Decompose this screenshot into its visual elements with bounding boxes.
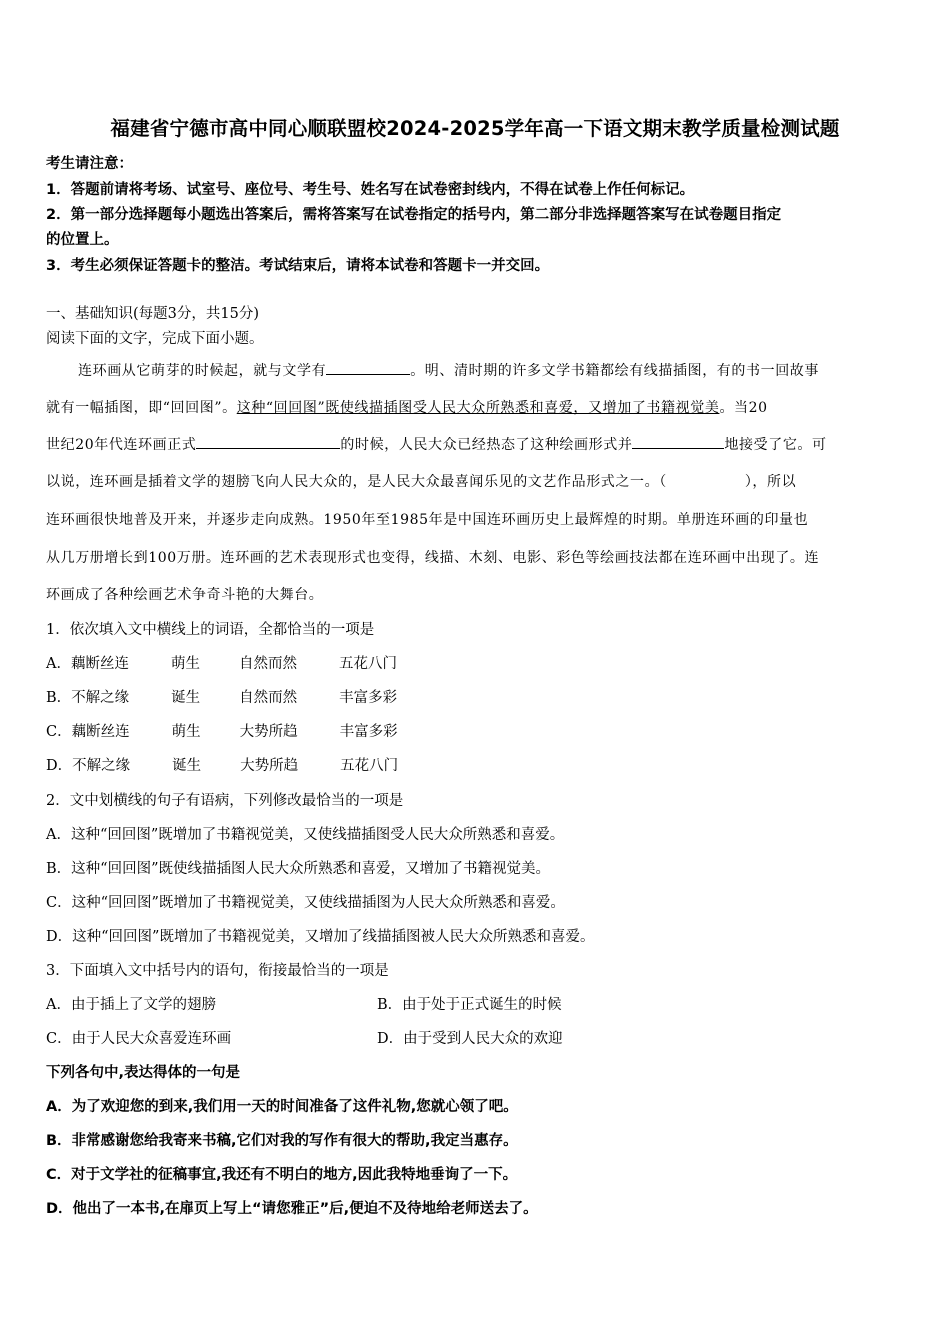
option-row: A．藕断丝连 萌生 自然而然 五花八门 xyxy=(46,656,397,672)
notice-item: 的位置上。 xyxy=(46,232,119,248)
option-row: B．这种“回回图”既使线描插图人民大众所熟悉和喜爱，又增加了书籍视觉美。 xyxy=(46,861,550,877)
underlined-sentence: 这种“回回图”既使线描插图受人民大众所熟悉和喜爱，又增加了书籍视觉美 xyxy=(236,400,720,416)
option-item: B．由于处于正式诞生的时候 xyxy=(377,997,562,1013)
question-stem: 下列各句中,表达得体的一句是 xyxy=(46,1065,241,1081)
option-item: A．由于插上了文学的翅膀 xyxy=(46,997,216,1013)
option-row: B．不解之缘 诞生 自然而然 丰富多彩 xyxy=(46,690,398,706)
notice-header: 考生请注意： xyxy=(46,156,133,172)
option-row: B．非常感谢您给我寄来书稿,它们对我的写作有很大的帮助,我定当惠存。 xyxy=(46,1133,518,1149)
notice-item: 2．第一部分选择题每小题选出答案后，需将答案写在试卷指定的括号内，第二部分非选择题答案写在试卷题目指定 xyxy=(46,207,782,223)
notice-item: 1．答题前请将考场、试室号、座位号、考生号、姓名写在试卷密封线内，不得在试卷上作任何标记。 xyxy=(46,182,695,198)
section-instruction: 阅读下面的文字，完成下面小题。 xyxy=(46,331,264,347)
passage-line: 连环画很快地普及开来，并逐步走向成熟。1950年至1985年是中国连环画历史上最辉煌的时期。单册连环画的印量也 xyxy=(46,512,809,528)
option-row: A．为了欢迎您的到来,我们用一天的时间准备了这件礼物,您就心领了吧。 xyxy=(46,1099,518,1115)
option-item: C．由于人民大众喜爱连环画 xyxy=(46,1031,232,1047)
notice-item: 3．考生必须保证答题卡的整洁。考试结束后，请将本试卷和答题卡一并交回。 xyxy=(46,258,550,274)
passage-line: 世纪20年代连环画正式 的时候，人民大众已经热态了这种绘画形式并 地接受了它。可 xyxy=(46,434,906,454)
option-row: C．这种“回回图”既增加了书籍视觉美，又使线描插图为人民大众所熟悉和喜爱。 xyxy=(46,895,565,911)
passage-line: 连环画从它萌芽的时候起，就与文学有 。明、清时期的许多文学书籍都绘有线描插图，有的书一回故事 xyxy=(78,360,906,380)
option-row: A．这种“回回图”既增加了书籍视觉美，又使线描插图受人民大众所熟悉和喜爱。 xyxy=(46,827,565,843)
page-title: 福建省宁德市高中同心顺联盟校2024-2025学年高一下语文期末教学质量检测试题 xyxy=(110,117,840,140)
blank-2 xyxy=(196,434,340,449)
option-item: D．由于受到人民大众的欢迎 xyxy=(377,1031,563,1047)
question-stem: 2．文中划横线的句子有语病，下列修改最恰当的一项是 xyxy=(46,793,404,809)
option-row: D．不解之缘 诞生 大势所趋 五花八门 xyxy=(46,758,399,774)
option-row: C．藕断丝连 萌生 大势所趋 丰富多彩 xyxy=(46,724,398,740)
question-stem: 1．依次填入文中横线上的词语，全都恰当的一项是 xyxy=(46,622,375,638)
option-row: C．对于文学社的征稿事宜,我还有不明白的地方,因此我特地垂询了一下。 xyxy=(46,1167,518,1183)
blank-3 xyxy=(632,434,724,449)
option-row: D．他出了一本书,在扉页上写上“请您雅正”后,便迫不及待地给老师送去了。 xyxy=(46,1201,538,1217)
blank-1 xyxy=(326,360,410,375)
section-title: 一、基础知识(每题3分，共15分) xyxy=(46,306,259,322)
passage-line: 环画成了各种绘画艺术争奇斗艳的大舞台。 xyxy=(46,587,324,603)
question-stem: 3．下面填入文中括号内的语句，衔接最恰当的一项是 xyxy=(46,963,389,979)
passage-line: 从几万册增长到100万册。连环画的艺术表现形式也变得，线描、木刻、电影、彩色等绘画技法都在连环画中出现了。连 xyxy=(46,550,820,566)
passage-line: 就有一幅插图，即“回回图”。这种“回回图”既使线描插图受人民大众所熟悉和喜爱，又增加了书籍视觉美。当20 xyxy=(46,400,768,416)
passage-line: 以说，连环画是插着文学的翅膀飞向人民大众的，是人民大众最喜闻乐见的文艺作品形式之一。（ ），所以 xyxy=(46,474,797,490)
option-row: D．这种“回回图”既增加了书籍视觉美，又增加了线描插图被人民大众所熟悉和喜爱。 xyxy=(46,929,595,945)
